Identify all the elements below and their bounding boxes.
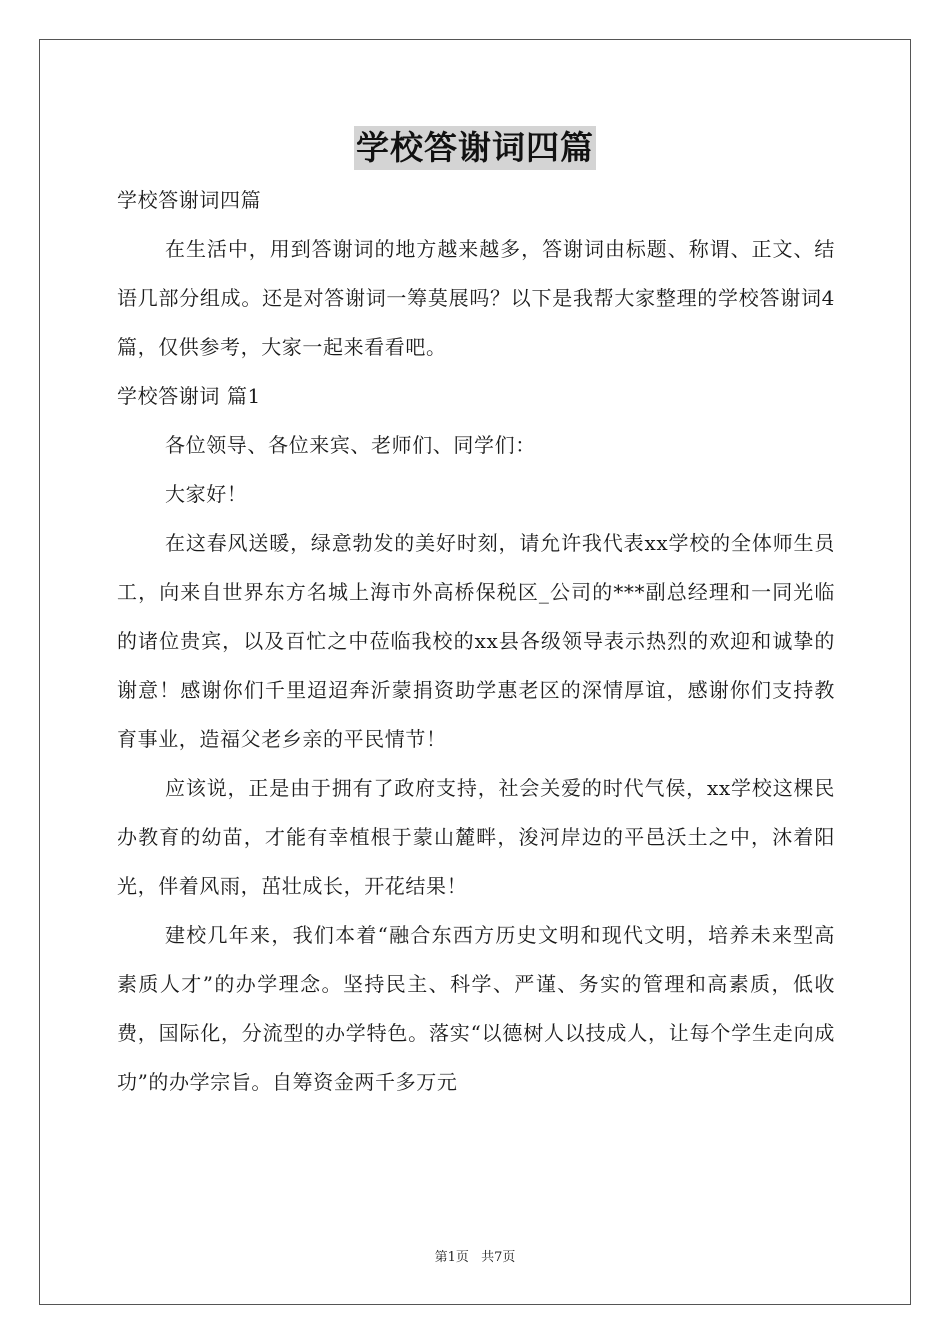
paragraph-0: 学校答谢词四篇 [117,188,262,212]
section-heading-1: 学校答谢词 篇1 [117,384,261,408]
document-body [117,176,835,1107]
page-number: 第1页 [434,1250,469,1265]
document-title [0,126,950,170]
page-footer [0,1246,950,1265]
paragraph-1: 在生活中，用到答谢词的地方越来越多，答谢词由标题、称谓、正文、结语几部分组成。还是对答谢词一筹莫展吗？以下是我帮大家整理的学校答谢词4篇，仅供参考，大家一起来看看吧。 [117,237,835,359]
paragraph-4: 大家好！ [165,482,248,506]
paragraph-3: 各位领导、各位来宾、老师们、同学们： [165,433,536,457]
paragraph-6: 应该说，正是由于拥有了政府支持，社会关爱的时代气侯，xx学校这棵民办教育的幼苗，才能有幸植根于蒙山麓畔，浚河岸边的平邑沃土之中，沐着阳光，伴着风雨，茁壮成长，开花结果！ [117,776,835,898]
paragraph-5: 在这春风送暖，绿意勃发的美好时刻，请允许我代表xx学校的全体师生员工，向来自世界东方名城上海市外高桥保税区_公司的***副总经理和一同光临的诸位贵宾，以及百忙之中莅临我校的xx县各级领导表示热烈的欢迎和诚挚的谢意！感谢你们千里迢迢奔沂蒙捐资助学惠老区的深情厚谊，感谢你们支持教育事业，造福父老乡亲的平民情节！ [117,531,835,751]
document-title-text: 学校答谢词四篇 [354,126,596,170]
paragraph-7: 建校几年来，我们本着“融合东西方历史文明和现代文明，培养未来型高素质人才”的办学理念。坚持民主、科学、严谨、务实的管理和高素质，低收费，国际化，分流型的办学特色。落实“以德树人以技成人，让每个学生走向成功”的办学宗旨。自筹资金两千多万元 [117,923,835,1094]
page-total: 共7页 [481,1250,516,1265]
